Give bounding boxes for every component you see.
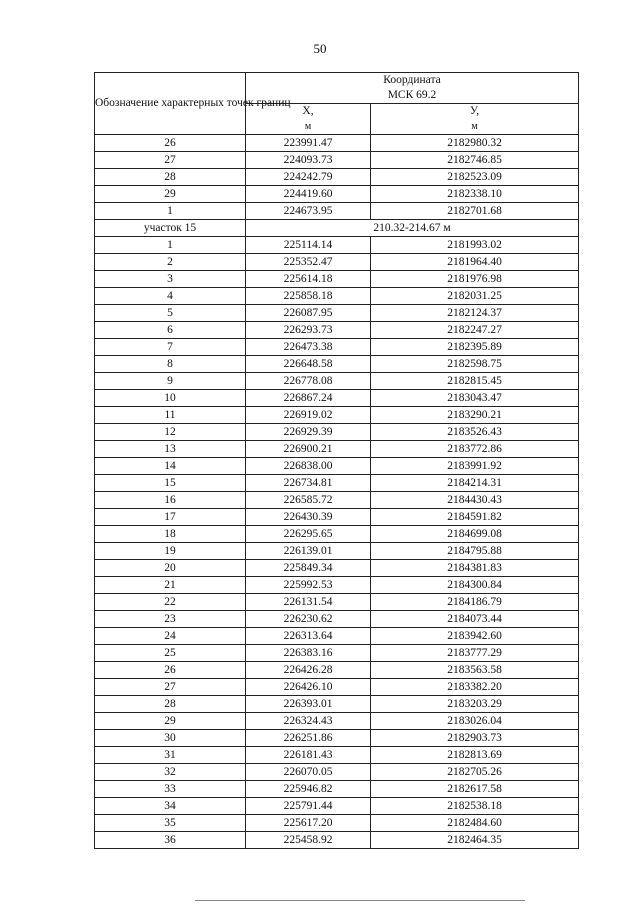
point-id-cell: 34 [95,798,246,815]
y-coordinate-cell: 2182617.58 [371,781,579,798]
x-coordinate-cell: 223991.47 [246,135,371,152]
table-row [95,560,579,577]
point-id-cell: 3 [95,271,246,288]
table-row [95,696,579,713]
table-row [95,475,579,492]
x-coordinate-cell: 226929.39 [246,424,371,441]
x-coordinate-cell: 226313.64 [246,628,371,645]
y-coordinate-cell: 2181976.98 [371,271,579,288]
table-row [95,645,579,662]
x-coordinate-cell: 225992.53 [246,577,371,594]
y-coordinate-cell: 2182395.89 [371,339,579,356]
point-id-cell: 9 [95,373,246,390]
table-row [95,237,579,254]
point-id-cell: 24 [95,628,246,645]
x-coordinate-cell: 226181.43 [246,747,371,764]
y-coordinate-cell: 2182484.60 [371,815,579,832]
point-id-cell: 6 [95,322,246,339]
table-row [95,135,579,152]
table-row [95,203,579,220]
x-coordinate-cell: 224673.95 [246,203,371,220]
y-coordinate-cell: 2183043.47 [371,390,579,407]
x-coordinate-cell: 225849.34 [246,560,371,577]
y-header-label: У, [469,105,480,117]
x-header-label: X, [302,105,314,117]
point-id-cell: 30 [95,730,246,747]
table-row [95,339,579,356]
table-row [95,458,579,475]
y-coordinate-cell: 2183777.29 [371,645,579,662]
y-coordinate-cell: 2182124.37 [371,305,579,322]
table-row [95,543,579,560]
point-id-cell: 31 [95,747,246,764]
y-coordinate-cell: 2182705.26 [371,764,579,781]
y-coordinate-cell: 2183026.04 [371,713,579,730]
x-coordinate-cell: 225614.18 [246,271,371,288]
point-id-cell: 27 [95,152,246,169]
point-id-cell: 35 [95,815,246,832]
y-coordinate-cell: 2182247.27 [371,322,579,339]
x-coordinate-cell: 225858.18 [246,288,371,305]
y-coordinate-cell: 2184214.31 [371,475,579,492]
table-row [95,441,579,458]
x-coordinate-cell: 224093.73 [246,152,371,169]
point-id-cell: 32 [95,764,246,781]
y-header-unit: м [471,121,478,132]
x-coordinate-cell: 225458.92 [246,832,371,849]
x-coordinate-cell: 226867.24 [246,390,371,407]
table-row [95,679,579,696]
y-coordinate-cell: 2182031.25 [371,288,579,305]
table-row [95,747,579,764]
point-id-cell: 10 [95,390,246,407]
table-row [95,628,579,645]
section-row [95,220,579,237]
x-coordinate-cell: 226324.43 [246,713,371,730]
point-id-cell: 26 [95,662,246,679]
point-id-cell: 16 [95,492,246,509]
y-coordinate-cell: 2183203.29 [371,696,579,713]
table-row [95,781,579,798]
coordinate-header-line1: Координата [383,74,441,86]
table-row [95,611,579,628]
x-coordinate-cell: 226648.58 [246,356,371,373]
x-coordinate-cell: 226585.72 [246,492,371,509]
table-row [95,373,579,390]
section-value: 210.32-214.67 м [246,220,579,237]
x-coordinate-cell: 226838.00 [246,458,371,475]
table-row [95,322,579,339]
y-coordinate-cell: 2182538.18 [371,798,579,815]
point-id-cell: 26 [95,135,246,152]
y-coordinate-cell: 2183991.92 [371,458,579,475]
y-coordinate-cell: 2182598.75 [371,356,579,373]
point-id-cell: 18 [95,526,246,543]
x-header-unit: м [304,121,312,132]
table-row [95,186,579,203]
table-row [95,356,579,373]
point-id-cell: 25 [95,645,246,662]
y-coordinate-cell: 2184186.79 [371,594,579,611]
table-row [95,815,579,832]
y-coordinate-cell: 2182813.69 [371,747,579,764]
table-row [95,730,579,747]
y-coordinate-cell: 2184591.82 [371,509,579,526]
table-row [95,305,579,322]
x-coordinate-cell: 226131.54 [246,594,371,611]
y-coordinate-cell: 2183382.20 [371,679,579,696]
point-id-cell: 17 [95,509,246,526]
y-coordinate-cell: 2184073.44 [371,611,579,628]
y-header [371,104,579,135]
point-id-cell: 15 [95,475,246,492]
point-id-cell: 22 [95,594,246,611]
table-row [95,424,579,441]
section-label: участок 15 [95,220,246,237]
y-coordinate-cell: 2183772.86 [371,441,579,458]
point-id-cell: 11 [95,407,246,424]
x-coordinate-cell: 224419.60 [246,186,371,203]
y-coordinate-cell: 2184430.43 [371,492,579,509]
y-coordinate-cell: 2181964.40 [371,254,579,271]
x-coordinate-cell: 226087.95 [246,305,371,322]
table-body-after [95,237,579,849]
x-coordinate-cell: 226383.16 [246,645,371,662]
table-row [95,492,579,509]
x-coordinate-cell: 226230.62 [246,611,371,628]
y-coordinate-cell: 2183526.43 [371,424,579,441]
x-coordinate-cell: 226251.86 [246,730,371,747]
y-coordinate-cell: 2183942.60 [371,628,579,645]
point-id-cell: 28 [95,696,246,713]
x-coordinate-cell: 225946.82 [246,781,371,798]
table-body-before [95,135,579,220]
point-id-cell: 2 [95,254,246,271]
point-id-cell: 28 [95,169,246,186]
y-coordinate-cell: 2182746.85 [371,152,579,169]
point-id-cell: 7 [95,339,246,356]
table-row [95,764,579,781]
point-id-cell: 1 [95,237,246,254]
point-id-cell: 29 [95,186,246,203]
x-coordinate-cell: 226734.81 [246,475,371,492]
section-row-group [95,220,579,237]
x-coordinate-cell: 225617.20 [246,815,371,832]
table-row [95,288,579,305]
x-coordinate-cell: 226778.08 [246,373,371,390]
table-row [95,832,579,849]
x-coordinate-cell: 226919.02 [246,407,371,424]
point-id-cell: 27 [95,679,246,696]
table-row [95,509,579,526]
y-coordinate-cell: 2183563.58 [371,662,579,679]
x-coordinate-cell: 226473.38 [246,339,371,356]
point-id-cell: 5 [95,305,246,322]
table-row [95,662,579,679]
x-coordinate-cell: 225791.44 [246,798,371,815]
x-coordinate-cell: 226426.10 [246,679,371,696]
x-coordinate-cell: 226295.65 [246,526,371,543]
table-row [95,271,579,288]
y-coordinate-cell: 2182903.73 [371,730,579,747]
table-row [95,390,579,407]
table-row [95,798,579,815]
table-row [95,254,579,271]
x-coordinate-cell: 226393.01 [246,696,371,713]
x-coordinate-cell: 226070.05 [246,764,371,781]
point-id-cell: 33 [95,781,246,798]
y-coordinate-cell: 2184795.88 [371,543,579,560]
table-row [95,577,579,594]
point-id-cell: 29 [95,713,246,730]
y-coordinate-cell: 2182701.68 [371,203,579,220]
x-coordinate-cell: 226426.28 [246,662,371,679]
x-coordinate-cell: 226139.01 [246,543,371,560]
x-coordinate-cell: 226430.39 [246,509,371,526]
point-id-cell: 4 [95,288,246,305]
point-id-cell: 36 [95,832,246,849]
table-row [95,594,579,611]
y-coordinate-cell: 2184381.83 [371,560,579,577]
coordinates-table [94,72,579,849]
point-id-cell: 13 [95,441,246,458]
y-coordinate-cell: 2184699.08 [371,526,579,543]
x-coordinate-cell: 225114.14 [246,237,371,254]
table-row [95,169,579,186]
x-coordinate-cell: 226900.21 [246,441,371,458]
point-id-cell: 23 [95,611,246,628]
table-row [95,152,579,169]
point-id-cell: 1 [95,203,246,220]
y-coordinate-cell: 2181993.02 [371,237,579,254]
point-id-cell: 19 [95,543,246,560]
y-coordinate-cell: 2182980.32 [371,135,579,152]
point-id-cell: 8 [95,356,246,373]
point-id-cell: 20 [95,560,246,577]
table-row [95,526,579,543]
y-coordinate-cell: 2182338.10 [371,186,579,203]
page-bottom-line [195,900,525,901]
y-coordinate-cell: 2182464.35 [371,832,579,849]
point-name-header: Обозначение характерных точек границ [95,73,246,135]
table-row [95,407,579,424]
y-coordinate-cell: 2183290.21 [371,407,579,424]
y-coordinate-cell: 2182815.45 [371,373,579,390]
table-header [95,73,579,135]
coordinate-header [246,73,579,104]
page-number: 50 [313,41,327,56]
coordinate-header-line2: МСК 69.2 [387,89,437,101]
table-row [95,713,579,730]
point-id-cell: 21 [95,577,246,594]
point-id-cell: 12 [95,424,246,441]
point-id-cell: 14 [95,458,246,475]
x-coordinate-cell: 225352.47 [246,254,371,271]
y-coordinate-cell: 2184300.84 [371,577,579,594]
x-coordinate-cell: 224242.79 [246,169,371,186]
x-coordinate-cell: 226293.73 [246,322,371,339]
y-coordinate-cell: 2182523.09 [371,169,579,186]
